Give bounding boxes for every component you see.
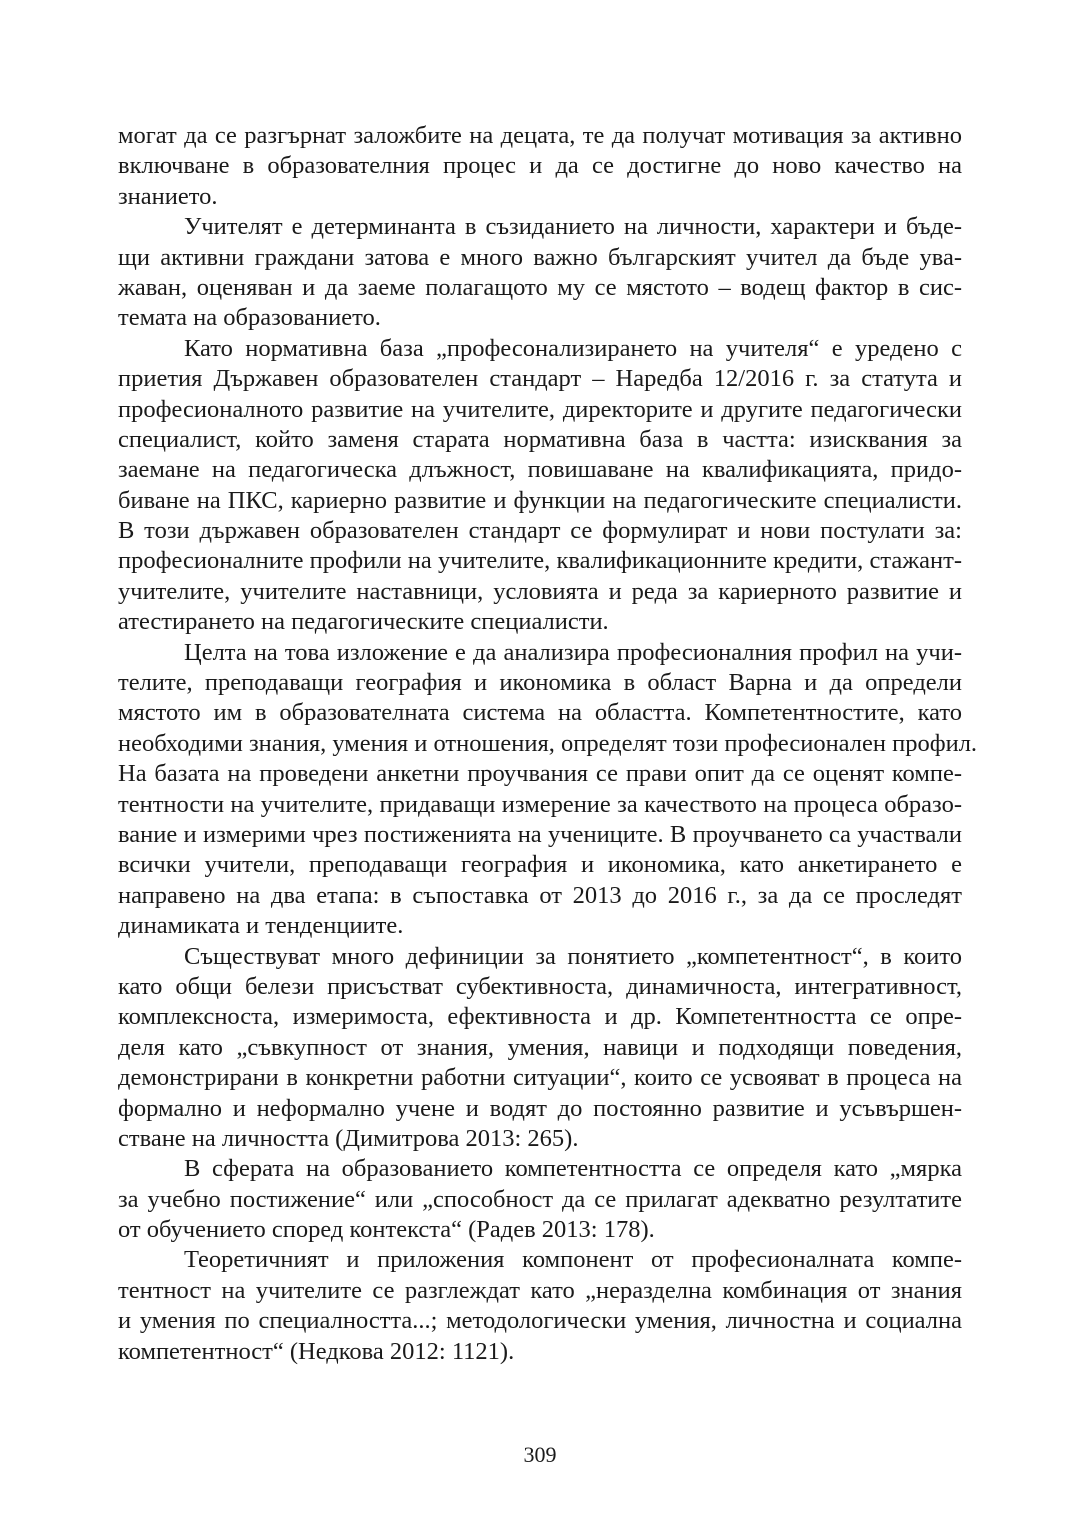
text-line: демонстрирани в конкретни работни ситуации“, които се усвояват в процеса на [118, 1064, 962, 1092]
text-line: знанието. [118, 182, 218, 210]
text-line: Съществуват много дефиниции за понятието „компетентност“, в които [184, 942, 962, 970]
text-line: включване в образователния процес и да се достигне до ново качество на [118, 152, 962, 180]
text-line: всички учители, преподаващи география и икономика, като анкетирането е [118, 851, 962, 879]
text-line: щи активни граждани затова е много важно българският учител да бъде ува- [118, 243, 962, 271]
text-line: от обучението според контекста“ (Радев 2013: 178). [118, 1216, 655, 1244]
text-line: професионалното развитие на учителите, директорите и другите педагогически [118, 395, 962, 423]
text-line: учителите, учителите наставници, условията и реда за кариерното развитие и [118, 577, 962, 605]
text-line: динамиката и тенденциите. [118, 912, 404, 940]
text-line: стване на личността (Димитрова 2013: 265). [118, 1124, 579, 1152]
text-line: специалист, който заменя старата нормативна база в частта: изисквания за [118, 425, 962, 453]
text-line: тентности на учителите, придаващи измерение за качеството на процеса образо- [118, 790, 962, 818]
text-line: биване на ПКС, кариерно развитие и функции на педагогическите специалисти. [118, 486, 962, 514]
text-line: мястото им в образователната система на областта. Компетентностите, като [118, 699, 962, 727]
text-line: На базата на проведени анкетни проучвания се прави опит да се оценят компе- [118, 760, 962, 788]
body-text [118, 121, 978, 1367]
text-line: професионалните профили на учителите, квалификационните кредити, стажант- [118, 547, 962, 575]
text-line: Целта на това изложение е да анализира професионалния профил на учи- [184, 638, 962, 666]
page-number: 309 [523, 1442, 557, 1467]
text-line: заемане на педагогическа длъжност, повишаване на квалификацията, придо- [118, 456, 962, 484]
text-line: В този държавен образователен стандарт се формулират и нови постулати за: [118, 517, 962, 545]
text-line: могат да се разгърнат заложбите на децата, те да получат мотивация за активно [118, 122, 962, 149]
text-line: атестирането на педагогическите специалисти. [118, 608, 609, 636]
text-line: формално и неформално учене и водят до постоянно развитие и усъвършен- [118, 1094, 962, 1122]
text-line: компетентност“ (Недкова 2012: 1121). [118, 1337, 515, 1365]
text-line: комплексноста, измеримоста, ефективноста и др. Компетентността се опре- [118, 1003, 962, 1031]
text-line: направено на два етапа: в съпоставка от 2013 до 2016 г., за да се проследят [118, 881, 962, 909]
text-line: Учителят е детерминанта в съзиданието на личности, характери и бъде- [184, 213, 962, 241]
text-line: за учебно постижение“ или „способност да се прилагат адекватно резултатите [118, 1185, 962, 1213]
text-line: Теоретичният и приложения компонент от професионалната компе- [184, 1246, 962, 1274]
text-line: жаван, оценяван и да заеме полагащото му се мястото – водещ фактор в сис- [118, 273, 962, 301]
text-line: приетия Държавен образователен стандарт – Наредба 12/2016 г. за статута и [118, 365, 962, 393]
text-line: темата на образованието. [118, 304, 381, 332]
text-line: Като нормативна база „професонализирането на учителя“ е уредено с [184, 334, 962, 362]
text-line: тентност на учителите се разглеждат като „неразделна комбинация от знания [118, 1276, 962, 1304]
text-line: необходими знания, умения и отношения, определят този професионален профил. [118, 729, 978, 757]
text-line: деля като „съвкупност от знания, умения, навици и подходящи поведения, [118, 1033, 962, 1061]
text-line: телите, преподаващи география и икономика в област Варна и да определи [118, 669, 962, 697]
text-line: и умения по специалността...; методологически умения, личностна и социална [118, 1307, 962, 1335]
text-line: като общи белези присъстват субективноста, динамичноста, интегративност, [118, 972, 962, 1000]
text-line: вание и измерими чрез постиженията на учениците. В проучването са участвали [118, 820, 962, 848]
text-line: В сферата на образованието компетентността се определя като „мярка [184, 1155, 962, 1183]
